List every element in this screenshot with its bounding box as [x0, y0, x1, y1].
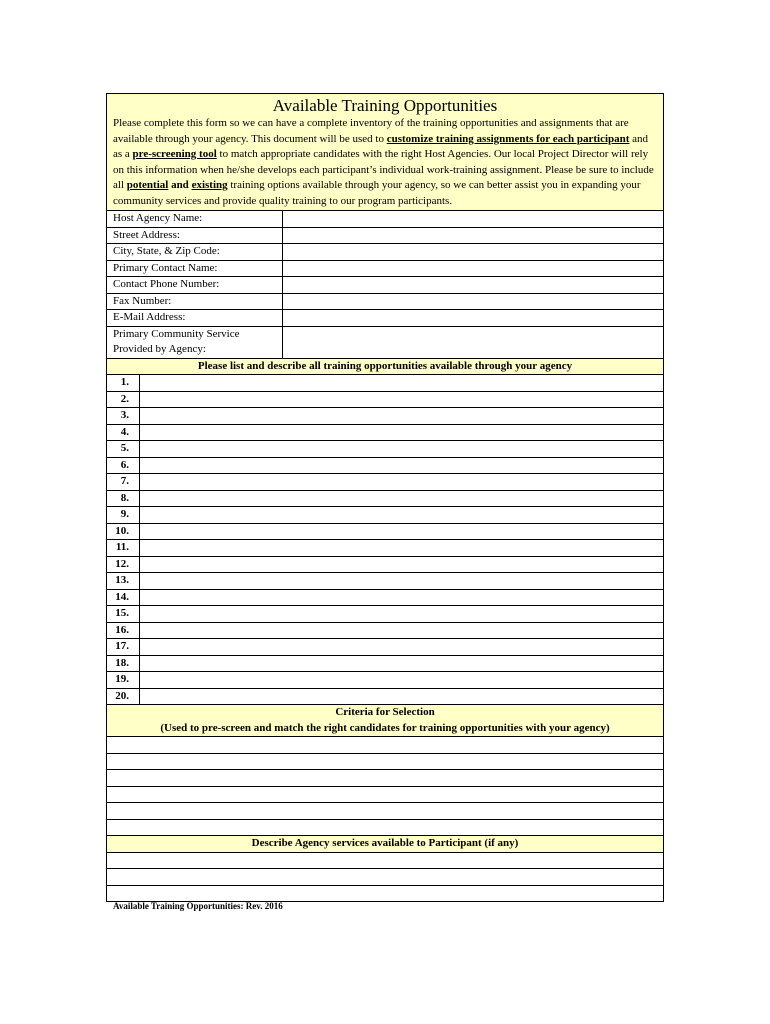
criteria-heading-block: [107, 705, 663, 737]
field-label: Host Agency Name:: [107, 211, 283, 227]
field-row-street: [107, 228, 663, 245]
field-row-email: [107, 310, 663, 327]
training-row: [107, 474, 663, 491]
training-row: [107, 524, 663, 541]
intro-and: and: [168, 179, 192, 191]
row-number: 17.: [107, 639, 140, 655]
training-row: [107, 639, 663, 656]
criteria-line[interactable]: [107, 737, 663, 754]
training-heading: Please list and describe all training opportunities available through your agency: [107, 359, 663, 376]
row-number: 9.: [107, 507, 140, 523]
city-state-zip-input[interactable]: [283, 244, 663, 260]
row-number: 2.: [107, 392, 140, 408]
training-list: [107, 375, 663, 705]
training-opportunity-input[interactable]: [140, 458, 663, 474]
training-opportunity-input[interactable]: [140, 425, 663, 441]
training-opportunity-input[interactable]: [140, 524, 663, 540]
training-row: [107, 375, 663, 392]
training-opportunity-input[interactable]: [140, 441, 663, 457]
row-number: 6.: [107, 458, 140, 474]
criteria-subheading: (Used to pre-screen and match the right candidates for training opportunities with your agency): [160, 721, 610, 734]
training-row: [107, 408, 663, 425]
field-label: Primary Community Service Provided by Agency:: [107, 327, 283, 358]
training-row: [107, 623, 663, 640]
field-label: Street Address:: [107, 228, 283, 244]
training-opportunity-input[interactable]: [140, 573, 663, 589]
services-line[interactable]: [107, 869, 663, 886]
training-opportunity-input[interactable]: [140, 474, 663, 490]
training-opportunity-input[interactable]: [140, 540, 663, 556]
row-number: 10.: [107, 524, 140, 540]
fax-number-input[interactable]: [283, 294, 663, 310]
training-opportunity-input[interactable]: [140, 557, 663, 573]
training-row: [107, 540, 663, 557]
host-agency-name-input[interactable]: [283, 211, 663, 227]
training-opportunity-input[interactable]: [140, 623, 663, 639]
email-address-input[interactable]: [283, 310, 663, 326]
row-number: 12.: [107, 557, 140, 573]
training-opportunity-input[interactable]: [140, 392, 663, 408]
services-line[interactable]: [107, 853, 663, 870]
criteria-line[interactable]: [107, 754, 663, 771]
row-number: 5.: [107, 441, 140, 457]
training-row: [107, 557, 663, 574]
row-number: 15.: [107, 606, 140, 622]
footer-text: Available Training Opportunities: Rev. 2016: [113, 901, 283, 911]
intro-emphasis-prescreening: pre-screening tool: [132, 148, 217, 160]
training-row: [107, 656, 663, 673]
intro-paragraph: [113, 116, 657, 209]
training-row: [107, 672, 663, 689]
training-row: [107, 689, 663, 706]
row-number: 4.: [107, 425, 140, 441]
training-row: [107, 491, 663, 508]
training-opportunity-input[interactable]: [140, 590, 663, 606]
row-number: 18.: [107, 656, 140, 672]
training-opportunity-input[interactable]: [140, 639, 663, 655]
training-opportunity-input[interactable]: [140, 375, 663, 391]
field-label: E-Mail Address:: [107, 310, 283, 326]
row-number: 3.: [107, 408, 140, 424]
intro-emphasis-customize: customize training assignments for each participant: [386, 132, 630, 145]
field-row-service: [107, 327, 663, 359]
training-row: [107, 573, 663, 590]
field-label: Fax Number:: [107, 294, 283, 310]
row-number: 7.: [107, 474, 140, 490]
field-row-host-agency: [107, 211, 663, 228]
training-opportunity-input[interactable]: [140, 491, 663, 507]
criteria-line[interactable]: [107, 770, 663, 787]
row-number: 13.: [107, 573, 140, 589]
intro-section: [107, 94, 663, 211]
row-number: 8.: [107, 491, 140, 507]
training-opportunity-input[interactable]: [140, 656, 663, 672]
intro-text-4: training options available through your agency, so we can better assist you in expanding your community services and provide quality training to our program participants.: [113, 179, 641, 207]
field-row-contact: [107, 261, 663, 278]
services-line[interactable]: [107, 886, 663, 902]
criteria-heading: Criteria for Selection: [335, 706, 435, 718]
field-label: Contact Phone Number:: [107, 277, 283, 293]
criteria-line[interactable]: [107, 803, 663, 820]
row-number: 16.: [107, 623, 140, 639]
contact-phone-input[interactable]: [283, 277, 663, 293]
training-row: [107, 458, 663, 475]
criteria-line[interactable]: [107, 820, 663, 837]
intro-emphasis-potential: potential: [126, 179, 169, 191]
field-row-fax: [107, 294, 663, 311]
field-row-city: [107, 244, 663, 261]
training-row: [107, 441, 663, 458]
intro-emphasis-existing: existing: [191, 179, 228, 191]
row-number: 20.: [107, 689, 140, 705]
street-address-input[interactable]: [283, 228, 663, 244]
training-row: [107, 507, 663, 524]
community-service-input[interactable]: [283, 327, 663, 358]
field-label: City, State, & Zip Code:: [107, 244, 283, 260]
training-row: [107, 425, 663, 442]
intro-text-2: and as a: [113, 132, 649, 160]
training-opportunity-input[interactable]: [140, 606, 663, 622]
training-opportunity-input[interactable]: [140, 507, 663, 523]
training-opportunity-input[interactable]: [140, 689, 663, 705]
row-number: 14.: [107, 590, 140, 606]
field-label: Primary Contact Name:: [107, 261, 283, 277]
training-row: [107, 590, 663, 607]
criteria-line[interactable]: [107, 787, 663, 804]
primary-contact-input[interactable]: [283, 261, 663, 277]
intro-text-1: Please complete this form so we can have a complete inventory of the training opportunities and assignments that are available through your agency. This document will be used to: [113, 117, 629, 145]
training-row: [107, 392, 663, 409]
row-number: 1.: [107, 375, 140, 391]
services-heading: Describe Agency services available to Participant (if any): [107, 836, 663, 853]
intro-text-3: to match appropriate candidates with the right Host Agencies. Our local Project Director will rely on this information when he/she develops each participant’s individual work-training assignment. Please be sure to include all: [113, 148, 654, 191]
training-row: [107, 606, 663, 623]
field-row-phone: [107, 277, 663, 294]
row-number: 11.: [107, 540, 140, 556]
row-number: 19.: [107, 672, 140, 688]
training-opportunity-input[interactable]: [140, 672, 663, 688]
form-title: Available Training Opportunities: [272, 96, 498, 115]
training-opportunity-input[interactable]: [140, 408, 663, 424]
training-form: [106, 93, 664, 902]
